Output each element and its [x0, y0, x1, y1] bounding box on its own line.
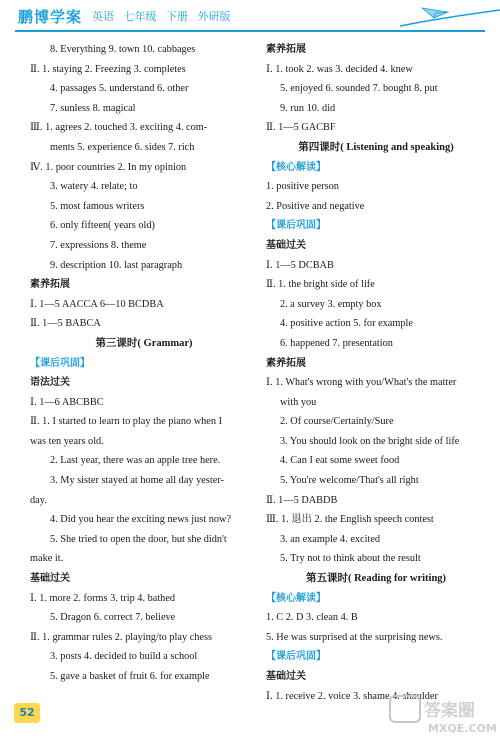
- answer-line: 素养拓展: [30, 279, 70, 291]
- answer-line: 3. My sister stayed at home all day yester-: [50, 475, 224, 487]
- answer-line: Ⅱ. 1. I started to learn to play the piano when I: [30, 416, 223, 428]
- answer-line: Ⅳ. 1. poor countries 2. In my opinion: [30, 161, 187, 173]
- answer-line: Ⅰ. 1. took 2. was 3. decided 4. knew: [266, 63, 413, 75]
- answer-line: Ⅰ. 1—6 ABCBBC: [30, 396, 104, 408]
- answer-column-left: [30, 40, 258, 687]
- answer-line: 【课后巩固】: [30, 357, 90, 369]
- answer-line: 2. Of course/Certainly/Sure: [280, 416, 394, 428]
- answer-line: 3. You should look on the bright side of life: [280, 435, 460, 447]
- answer-line: 3. watery 4. relate; to: [50, 181, 138, 193]
- answer-line: 语法过关: [30, 377, 70, 389]
- svg-text:答案圈: 答案圈: [424, 701, 475, 721]
- header-subject: 英语: [92, 10, 114, 23]
- answer-line: 【核心解读】: [266, 161, 326, 173]
- answer-line: 素养拓展: [266, 357, 306, 369]
- answer-line: with you: [280, 396, 317, 408]
- answer-line: 基础过关: [30, 573, 70, 585]
- answer-line: 第四课时( Listening and speaking): [298, 141, 454, 153]
- answer-line: 4. passages 5. understand 6. other: [50, 83, 189, 95]
- answer-line: 素养拓展: [266, 44, 306, 55]
- header-grade: 七年级: [123, 10, 157, 23]
- answer-line: 基础过关: [266, 671, 306, 682]
- answer-line: 2. a survey 3. empty box: [280, 298, 382, 310]
- page-header: [0, 0, 500, 34]
- answer-line: Ⅱ. 1. staying 2. Freezing 3. completes: [30, 63, 186, 75]
- answer-line: Ⅱ. 1. the bright side of life: [266, 279, 375, 291]
- answer-line: 【课后巩固】: [266, 220, 326, 232]
- page-number: 52: [14, 703, 40, 723]
- answer-line: 5. enjoyed 6. sounded 7. bought 8. put: [280, 83, 438, 95]
- answer-line: Ⅱ. 1—5 BABCA: [30, 318, 101, 330]
- answer-line: Ⅰ. 1. What's wrong with you/What's the matter: [266, 377, 457, 389]
- answer-line: Ⅰ. 1. receive 2. voice 3. shame 4. shoulder: [266, 690, 438, 702]
- brand-logo: 鹏博学案: [18, 8, 83, 26]
- answer-line: Ⅲ. 1. 退出 2. the English speech contest: [266, 514, 434, 526]
- answer-line: 5. gave a basket of fruit 6. for example: [50, 671, 210, 682]
- answer-line: 1. positive person: [266, 181, 339, 193]
- answer-line: 2. Last year, there was an apple tree here.: [50, 455, 221, 467]
- answer-line: 5. Try not to think about the result: [280, 553, 421, 565]
- header-volume: 下册: [166, 10, 188, 23]
- answer-line: 第三课时( Grammar): [95, 337, 193, 349]
- answer-line: Ⅱ. 1—5 GACBF: [266, 122, 336, 134]
- answer-line: 基础过关: [266, 239, 306, 251]
- answer-line: 【核心解读】: [266, 592, 326, 604]
- answer-line: 1. C 2. D 3. clean 4. B: [266, 612, 358, 624]
- answer-line: 【课后巩固】: [266, 651, 326, 663]
- answer-line: Ⅲ. 1. agrees 2. touched 3. exciting 4. com-: [30, 122, 208, 134]
- answer-line: day.: [30, 494, 47, 506]
- answer-line: 4. Can I eat some sweet food: [280, 455, 400, 467]
- answer-line: 5. Dragon 6. correct 7. believe: [50, 612, 176, 624]
- answer-line: 5. He was surprised at the surprising news.: [266, 631, 443, 643]
- answer-line: 6. only fifteen( years old): [50, 220, 155, 232]
- answer-line: 5. most famous writers: [50, 200, 145, 212]
- answer-line: 9. description 10. last paragraph: [50, 259, 183, 271]
- paper-plane-icon: [400, 0, 500, 30]
- header-rule: [15, 30, 485, 32]
- answer-line: 3. posts 4. decided to build a school: [50, 651, 198, 663]
- answer-line: make it.: [30, 553, 64, 565]
- answer-line: 6. happened 7. presentation: [280, 337, 393, 349]
- answer-line: 2. Positive and negative: [266, 200, 365, 212]
- answer-line: 9. run 10. did: [280, 102, 336, 114]
- answer-line: Ⅱ. 1—5 DABDB: [266, 494, 338, 506]
- header-edition: 外研版: [197, 10, 231, 23]
- answer-line: 5. She tried to open the door, but she didn't: [50, 533, 227, 545]
- answer-line: 7. expressions 8. theme: [50, 239, 147, 251]
- answer-line: Ⅰ. 1—5 DCBAB: [266, 259, 334, 271]
- answer-line: 4. positive action 5. for example: [280, 318, 413, 330]
- answer-line: Ⅱ. 1. grammar rules 2. playing/to play chess: [30, 631, 213, 643]
- answer-line: 第五课时( Reading for writing): [305, 573, 447, 585]
- answer-line: 4. Did you hear the exciting news just now?: [50, 514, 232, 526]
- answer-line: 5. You're welcome/That's all right: [280, 475, 419, 487]
- answer-line: Ⅰ. 1—5 AACCA 6—10 BCDBA: [30, 298, 164, 310]
- answer-line: 7. sunless 8. magical: [50, 102, 136, 114]
- answer-column-right: [266, 40, 486, 706]
- watermark-stamp: [388, 692, 498, 736]
- answer-line: 8. Everything 9. town 10. cabbages: [50, 44, 196, 55]
- answer-line: was ten years old.: [30, 435, 104, 447]
- answer-line: 3. an example 4. excited: [280, 533, 381, 545]
- answer-line: Ⅰ. 1. more 2. forms 3. trip 4. bathed: [30, 592, 176, 604]
- header-info: [92, 8, 231, 24]
- svg-text:MXQE.COM: MXQE.COM: [428, 722, 497, 735]
- answer-line: ments 5. experience 6. sides 7. rich: [50, 141, 195, 153]
